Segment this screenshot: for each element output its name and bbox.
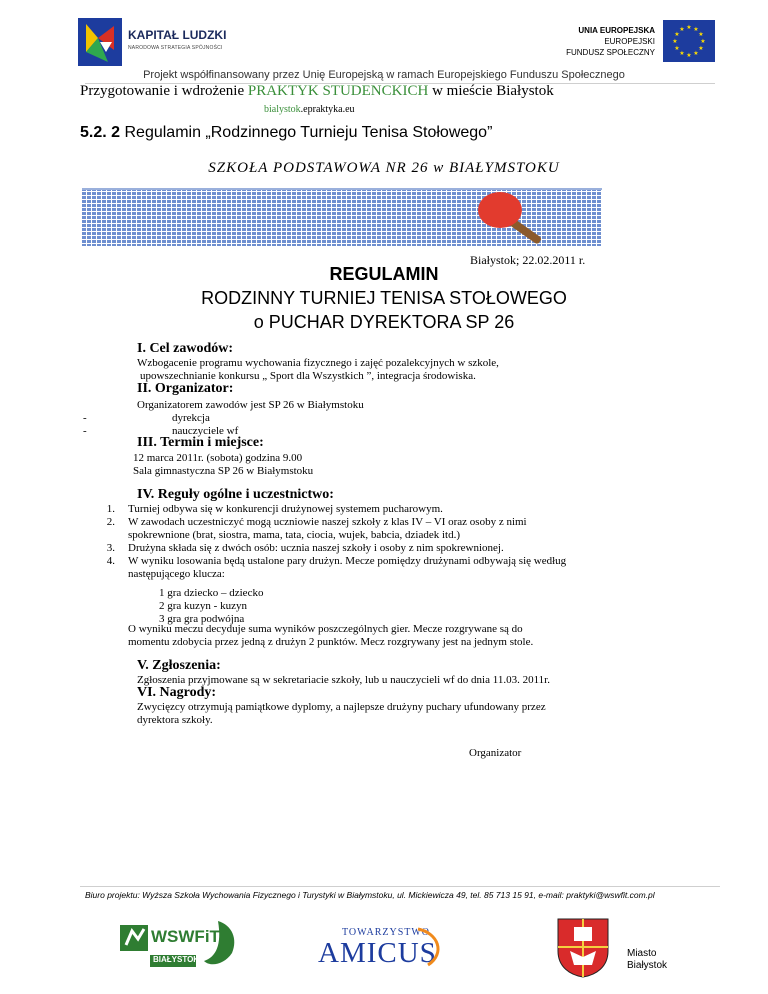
ping-pong-banner-image bbox=[82, 188, 602, 248]
amicus-swoosh-icon bbox=[318, 925, 458, 975]
project-url[interactable] bbox=[264, 104, 355, 115]
list-text: W wyniku losowania będą ustalone pary drużyn. Mecze pomiędzy drużynami odbywają się według bbox=[128, 555, 567, 567]
kapital-ludzki-title: KAPITAŁ LUDZKI bbox=[128, 28, 227, 42]
section-1-line2: upowszechnianie konkursu „ Sport dla Wszystkich ”, integracja środowiska. bbox=[140, 370, 476, 382]
result-line2: momentu zdobycia przez jedną z drużyn 2 punktów. Mecz rozgrywany jest na jednym stole. bbox=[128, 636, 534, 648]
amicus-top: TOWARZYSTWO bbox=[342, 927, 431, 938]
amicus-name: AMICUS bbox=[318, 937, 437, 969]
section-6-line1: Zwycięzcy otrzymują pamiątkowe dyplomy, a najlepsze drużyny puchary ufundowany przez bbox=[137, 701, 546, 713]
list-item bbox=[95, 503, 715, 516]
list-number: 2. bbox=[106, 516, 115, 528]
svg-text:★: ★ bbox=[686, 24, 692, 31]
section-number: 5.2. 2 bbox=[80, 124, 121, 141]
svg-text:★: ★ bbox=[679, 50, 685, 57]
city-name bbox=[627, 948, 667, 972]
cofinance-line: Projekt współfinansowany przez Unię Europejską w ramach Europejskiego Funduszu Społecznego bbox=[143, 69, 625, 81]
kapital-ludzki-logo bbox=[78, 18, 248, 68]
list-item bbox=[95, 542, 715, 555]
svg-text:★: ★ bbox=[698, 31, 704, 38]
svg-text:★: ★ bbox=[700, 38, 706, 45]
section-6-line2: dyrektora szkoły. bbox=[137, 714, 213, 726]
project-suffix: w mieście Białystok bbox=[432, 83, 554, 99]
section-3-line1: 12 marca 2011r. (sobota) godzina 9.00 bbox=[133, 452, 303, 464]
list-number: 1. bbox=[106, 503, 115, 515]
section-2-line1: Organizatorem zawodów jest SP 26 w Białymstoku bbox=[137, 399, 364, 411]
office-info: Biuro projektu: Wyższa Szkoła Wychowania Fizycznego i Turystyki w Białymstoku, ul. Mickiewicza 49, tel. 85 713 15 91, e-mail: praktyki@wswfit.com.pl bbox=[85, 890, 655, 900]
svg-text:★: ★ bbox=[698, 45, 704, 52]
section-6-heading: VI. Nagrody: bbox=[137, 685, 217, 700]
project-highlight: PRAKTYK STUDENCKICH bbox=[247, 83, 429, 99]
svg-text:★: ★ bbox=[686, 52, 692, 59]
section-3-heading: III. Termin i miejsce: bbox=[137, 435, 264, 450]
regulamin-title: REGULAMIN bbox=[329, 264, 439, 284]
eu-logo-text bbox=[560, 25, 655, 58]
signature: Organizator bbox=[469, 747, 522, 759]
section-4-heading: IV. Reguły ogólne i uczestnictwo: bbox=[137, 487, 334, 502]
wswfit-logo bbox=[120, 917, 240, 977]
eu-line2: EUROPEJSKI bbox=[604, 37, 655, 46]
url-suffix: .epraktyka.eu bbox=[300, 104, 355, 115]
section-3-line2: Sala gimnastyczna SP 26 w Białymstoku bbox=[133, 465, 314, 477]
wswfit-city: BIAŁYSTOK bbox=[153, 955, 200, 964]
eu-flag-icon bbox=[663, 20, 715, 62]
svg-text:★: ★ bbox=[693, 26, 699, 33]
section-1-heading: I. Cel zawodów: bbox=[137, 341, 234, 356]
kapital-ludzki-subtitle: NARODOWA STRATEGIA SPÓJNOŚCI bbox=[128, 45, 223, 51]
wswfit-name: WSWFiT bbox=[151, 927, 220, 946]
result-line1: O wyniku meczu decyduje suma wyników poszczególnych gier. Mecze rozgrywane są do bbox=[128, 623, 523, 635]
list-text: Drużyna składa się z dwóch osób: ucznia naszej szkoły i osoby z nim spokrewnionej. bbox=[128, 542, 504, 554]
section-2-bullet2: nauczyciele wf bbox=[172, 425, 239, 437]
school-name: SZKOŁA PODSTAWOWA NR 26 w BIAŁYMSTOKU bbox=[208, 160, 560, 176]
eu-title: UNIA EUROPEJSKA bbox=[578, 26, 655, 35]
section-5-heading: V. Zgłoszenia: bbox=[137, 658, 221, 673]
list-text: następującego klucza: bbox=[128, 568, 225, 580]
svg-text:★: ★ bbox=[693, 50, 699, 57]
tournament-title: RODZINNY TURNIEJ TENISA STOŁOWEGO bbox=[201, 288, 567, 308]
section-5-line1: Zgłoszenia przyjmowane są w sekretariacie szkoły, lub u nauczycieli wf do dnia 11.03. 2011r. bbox=[137, 674, 550, 686]
list-text: Turniej odbywa się w konkurencji drużynowej systemem pucharowym. bbox=[128, 503, 443, 515]
list-number: 4. bbox=[106, 555, 115, 567]
list-text: W zawodach uczestniczyć mogą uczniowie naszej szkoły z klas IV – VI oraz osoby z nimi bbox=[128, 516, 527, 528]
city-line1: Miasto bbox=[627, 948, 657, 959]
list-item bbox=[95, 555, 715, 568]
svg-text:★: ★ bbox=[674, 45, 680, 52]
project-line bbox=[80, 83, 554, 100]
game-2: 2 gra kuzyn - kuzyn bbox=[159, 600, 247, 612]
list-item-continuation bbox=[95, 529, 715, 542]
kapital-ludzki-emblem-icon bbox=[78, 18, 122, 66]
list-item bbox=[95, 516, 715, 529]
city-line2: Białystok bbox=[627, 960, 668, 971]
cup-title: o PUCHAR DYREKTORA SP 26 bbox=[253, 312, 515, 332]
project-prefix: Przygotowanie i wdrożenie bbox=[80, 83, 245, 99]
rules-list bbox=[95, 503, 715, 581]
section-title bbox=[80, 124, 492, 142]
list-item-continuation bbox=[95, 568, 715, 581]
section-1-line1: Wzbogacenie programu wychowania fizycznego i zajęć pozalekcyjnych w szkole, bbox=[137, 357, 499, 369]
url-prefix: bialystok bbox=[264, 104, 301, 115]
svg-text:★: ★ bbox=[672, 38, 678, 45]
game-3: 3 gra gra podwójna bbox=[159, 613, 245, 625]
amicus-logo bbox=[318, 925, 458, 975]
section-title-text: Regulamin „Rodzinnego Turnieju Tenisa Stołowego” bbox=[124, 124, 493, 141]
svg-text:★: ★ bbox=[679, 26, 685, 33]
bullet-dash: - bbox=[83, 425, 87, 437]
bialystok-coat-of-arms-icon bbox=[556, 917, 610, 979]
document-date: Białystok; 22.02.2011 r. bbox=[470, 253, 586, 267]
list-text: spokrewnione (brat, siostra, mama, tata, ciocia, wujek, babcia, dziadek itd.) bbox=[128, 529, 461, 541]
eu-line3: FUNDUSZ SPOŁECZNY bbox=[566, 48, 655, 57]
section-2-bullet1: dyrekcja bbox=[172, 412, 210, 424]
svg-text:★: ★ bbox=[674, 31, 680, 38]
list-number: 3. bbox=[106, 542, 115, 554]
bullet-dash: - bbox=[83, 412, 87, 424]
section-2-heading: II. Organizator: bbox=[137, 381, 234, 396]
footer-rule bbox=[80, 886, 720, 887]
wswfit-emblem-icon bbox=[120, 917, 240, 977]
game-1: 1 gra dziecko – dziecko bbox=[159, 587, 264, 599]
